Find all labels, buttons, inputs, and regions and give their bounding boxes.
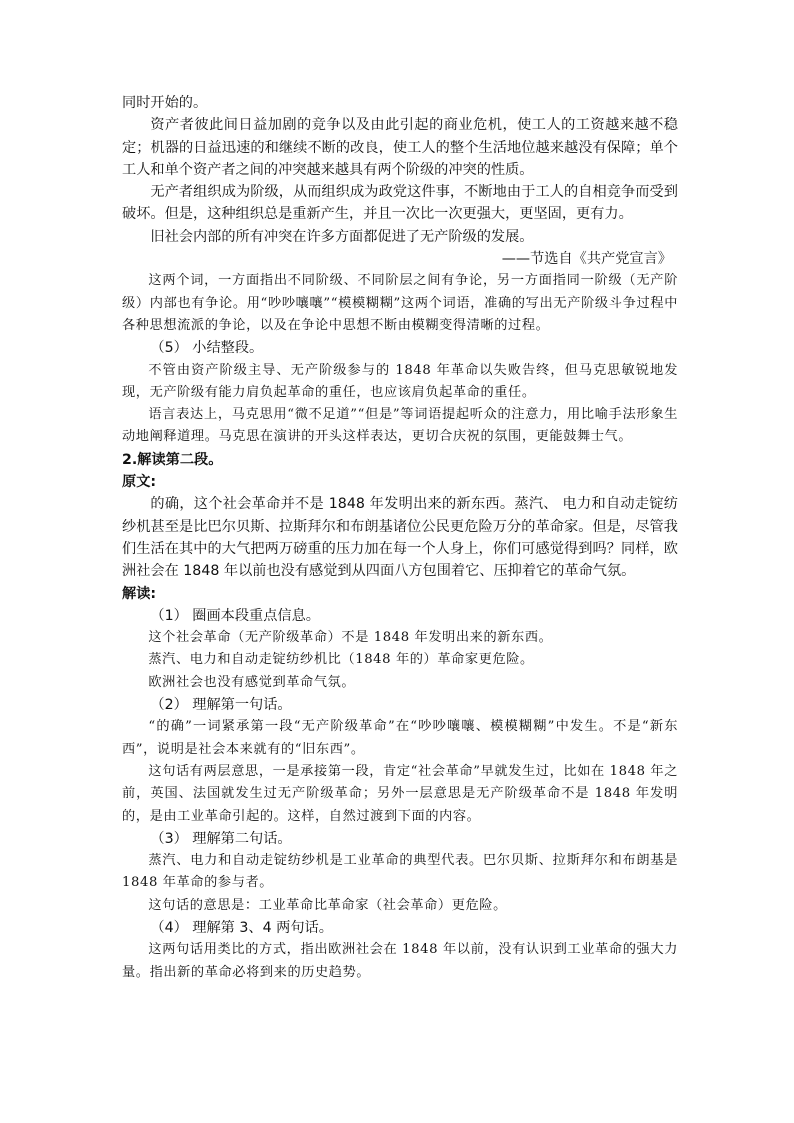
key-info-line-3: 欧洲社会也没有感觉到革命气氛。 <box>148 674 356 690</box>
document-page <box>122 92 678 984</box>
interpretation-label: 解读: <box>122 585 157 602</box>
original-text-label: 原文: <box>122 474 157 491</box>
item-1-key-info: （1） 圈画本段重点信息。 <box>150 607 320 624</box>
analysis-two-words: 这两个词，一方面指出不同阶级、不同阶层之间有争论，另一方面指同一阶级（无产阶级）内部也有争论。用“吵吵嚷嚷”“模模糊糊”这两个词语，准确的写出无产阶级斗争过程中各种思想流派的争论，以及在争论中思想不断由模糊变得清晰的过程。 <box>122 273 678 333</box>
third-fourth-analysis: 这两句话用类比的方式，指出欧洲社会在 1848 年以前，没有认识到工业革命的强大力量。指出新的革命必将到来的历史趋势。 <box>122 942 678 980</box>
item-2-first-sentence: （2） 理解第一句话。 <box>150 697 292 714</box>
key-info-line-2: 蒸汽、电力和自动走锭纺纱机比（1848 年的）革命家更危险。 <box>148 652 534 668</box>
key-info-line-1: 这个社会革命（无产阶级革命）不是 1848 年发明出来的新东西。 <box>148 630 553 646</box>
analysis-summary: 不管由资产阶级主导、无产阶级参与的 1848 年革命以失败告终，但马克思敏锐地发现，无产阶级有能力肩负起革命的重任，也应该肩负起革命的重任。 <box>122 362 678 400</box>
first-sentence-analysis-1: “的确”一词紧承第一段“无产阶级革命”在“吵吵嚷嚷、模模糊糊”中发生。不是“新东西”，说明是社会本来就有的“旧东西”。 <box>122 719 678 757</box>
item-5-summary: （5） 小结整段。 <box>150 340 264 357</box>
original-text-paragraph: 的确，这个社会革命并不是 1848 年发明出来的新东西。蒸汽、 电力和自动走锭纺纱机甚至是比巴尔贝斯、拉斯拜尔和布朗基诸位公民更危险万分的革命家。但是，尽管我们生活在其中的大气把两万磅重的压力加在每一个人身上，你们可感觉得到吗？同样，欧洲社会在 1848 年以前也没有感觉到从四面八方包围着它、压抑着它的革命气氛。 <box>122 496 678 580</box>
section-heading-2: 2.解读第二段。 <box>122 451 223 468</box>
analysis-language: 语言表达上，马克思用“微不足道”“但是”等词语提起听众的注意力，用比喻手法形象生动地阐释道理。马克思在演讲的开头这样表达，更切合庆祝的氛围，更能鼓舞士气。 <box>122 407 678 445</box>
second-sentence-analysis-1: 蒸汽、电力和自动走锭纺纱机是工业革命的典型代表。巴尔贝斯、拉斯拜尔和布朗基是 1848 年革命的参与者。 <box>122 853 678 891</box>
source-citation: ——节选自《共产党宣言》 <box>501 251 672 268</box>
quote-paragraph-competition: 资产者彼此间日益加剧的竞争以及由此引起的商业危机，使工人的工资越来越不稳定；机器的日益迅速的和继续不断的改良，使工人的整个生活地位越来越没有保障；单个工人和单个资产者之间的冲突越来越具有两个阶级的冲突的性质。 <box>122 117 678 178</box>
paragraph-continuation: 同时开始的。 <box>122 95 208 111</box>
second-sentence-analysis-2: 这句话的意思是：工业革命比革命家（社会革命）更危险。 <box>148 897 507 913</box>
first-sentence-analysis-2: 这句话有两层意思，一是承接第一段，肯定“社会革命”早就发生过，比如在 1848 年之前，英国、法国就发生过无产阶级革命；另外一层意思是无产阶级革命不是 1848 年发明的，是由工业革命引起的。这样，自然过渡到下面的内容。 <box>122 763 678 824</box>
item-3-second-sentence: （3） 理解第二句话。 <box>150 830 292 847</box>
quote-paragraph-conflicts: 旧社会内部的所有冲突在许多方面都促进了无产阶级的发展。 <box>150 228 534 245</box>
item-4-third-fourth-sentences: （4） 理解第 3、4 两句话。 <box>150 919 333 936</box>
quote-paragraph-organization: 无产者组织成为阶级，从而组织成为政党这件事，不断地由于工人的自相竞争而受到破坏。但是，这种组织总是重新产生，并且一次比一次更强大，更坚固，更有力。 <box>122 184 678 223</box>
